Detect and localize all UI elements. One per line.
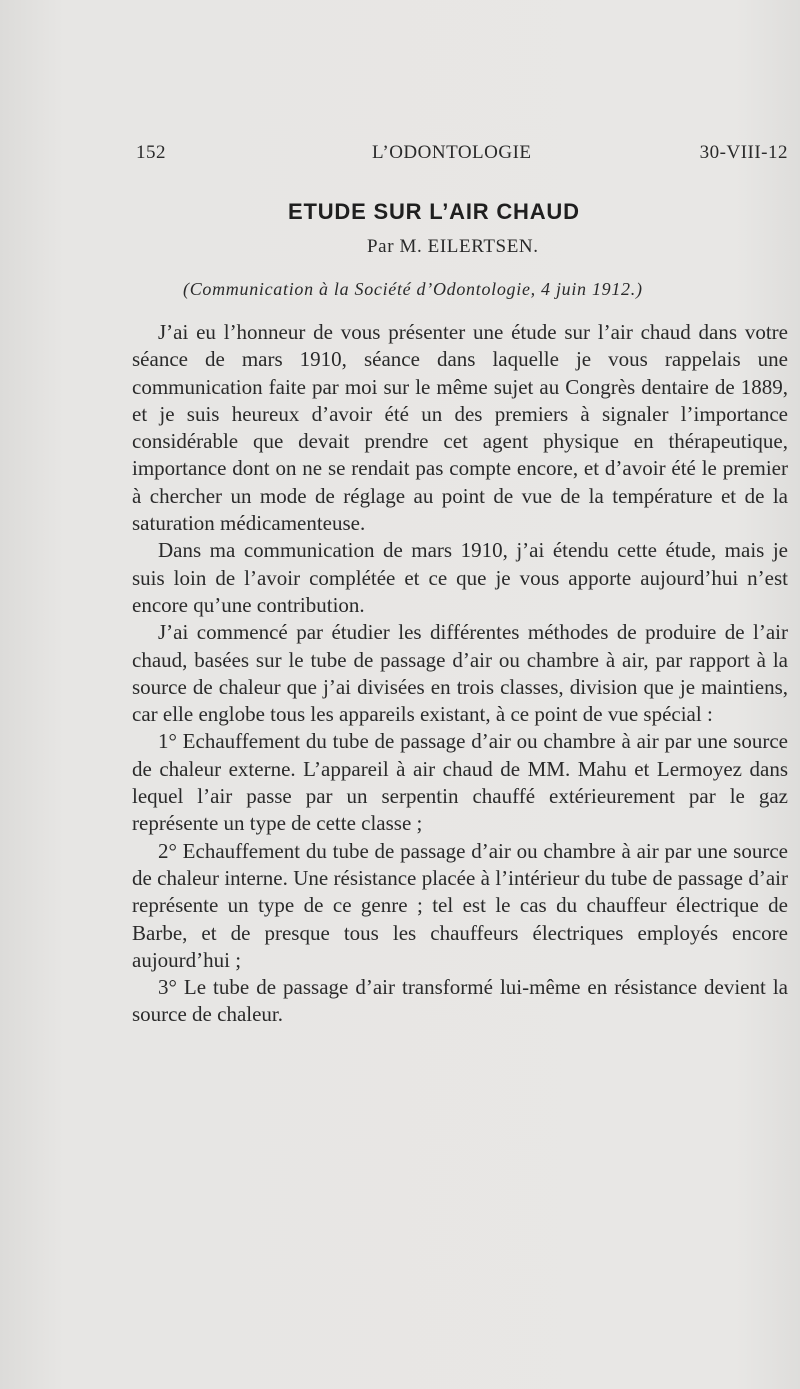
journal-title: L’ODONTOLOGIE: [372, 142, 532, 163]
article-author: Par M. EILERTSEN.: [367, 236, 539, 257]
issue-date: 30-VIII-12: [699, 142, 788, 163]
article-note: (Communication à la Société d’Odontologie, 4 juin 1912.): [183, 279, 643, 299]
paragraph: Dans ma communication de mars 1910, j’ai étendu cette étude, mais je suis loin de l’avoir complétée et ce que je vous apporte aujourd’hui n’est encore qu’une contribution.: [132, 538, 788, 617]
paragraph: 1° Echauffement du tube de passage d’air ou chambre à air par une source de chaleur externe. L’appareil à air chaud de MM. Mahu et Lermoyez dans lequel l’air passe par un serpentin chauffé extérieurement par le gaz représente un type de cette classe ;: [132, 729, 788, 836]
paragraph: 2° Echauffement du tube de passage d’air ou chambre à air par une source de chaleur interne. Une résistance placée à l’intérieur du tube de passage d’air représente un type de ce genre ; tel est le cas du chauffeur électrique de Barbe, et de presque tous les chauffeurs électriques employés encore aujourd’hui ;: [132, 838, 788, 972]
paragraph: J’ai commencé par étudier les différentes méthodes de produire de l’air chaud, basées sur le tube de passage d’air ou chambre à air, par rapport à la source de chaleur que j’ai divisées en trois classes, division que je maintiens, car elle englobe tous les appareils existant, à ce point de vue spécial :: [132, 620, 788, 727]
paragraph: J’ai eu l’honneur de vous présenter une étude sur l’air chaud dans votre séance de mars 1910, séance dans laquelle je vous rappelais une communication faite par moi sur le même sujet au Congrès dentaire de 1889, et je suis heureux d’avoir été un des premiers à signaler l’importance considérable que devait prendre cet agent physique en thérapeutique, importance dont on ne se rendait pas compte encore, et d’avoir été le premier à chercher un mode de réglage au point de vue de la température et de la saturation médicamenteuse.: [132, 320, 788, 536]
running-head: [136, 142, 788, 166]
article-body: [132, 319, 788, 1029]
page-number: 152: [136, 142, 166, 163]
article-title: ETUDE SUR L’AIR CHAUD: [288, 199, 580, 224]
paragraph: 3° Le tube de passage d’air transformé lui-même en résistance devient la source de chaleur.: [132, 975, 788, 1027]
